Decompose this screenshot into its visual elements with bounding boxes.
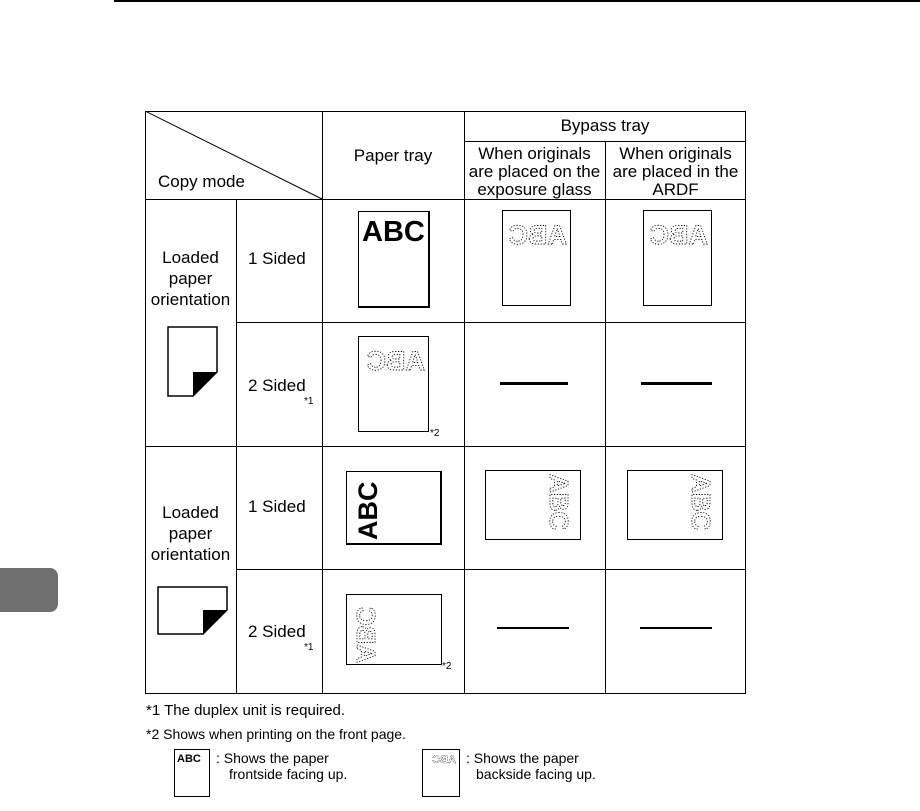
abc-mirrored-dotted [424,752,458,766]
paper-back-landscape [627,470,723,540]
group1-orientation-label: Loaded paper orientation [150,248,231,309]
note-duplex: *1 The duplex unit is required. [146,702,346,719]
paper-tray-header: Paper tray [353,146,433,165]
bypass-tray-header: Bypass tray [560,116,650,135]
paper-back-portrait [358,336,429,432]
grid-line [236,322,746,323]
svg-text:ABC: ABC [508,220,567,250]
legend-front-icon [174,749,210,797]
svg-text:ABC: ABC [353,481,383,540]
legend-back-icon [422,749,460,797]
abc-rotated-dotted [682,471,722,539]
svg-text:ABC: ABC [366,346,425,376]
svg-text:ABC: ABC [351,606,381,663]
group2-2-sided-label: 2 Sided [248,622,306,641]
abc-text: ABC [362,216,425,248]
abc-rotated-dotted [540,471,580,539]
group1-1-sided-label: 1 Sided [248,249,306,268]
paper-back-portrait [502,210,571,306]
note-front-page: *2 Shows when printing on the front page. [146,726,406,742]
top-rule [114,0,920,2]
group2-1-sided-label: 1 Sided [248,497,306,516]
grid-line [236,199,237,694]
abc-rotated-dotted [349,595,389,664]
svg-text:ABC: ABC [686,474,716,531]
group1-2-sided-label: 2 Sided [248,376,306,395]
legend-front-text: : Shows the paper frontside facing up. [216,750,348,782]
paper-back-landscape [346,594,442,665]
not-applicable-dash [497,627,569,629]
paper-back-portrait [643,210,712,306]
abc-mirrored-dotted [359,343,428,379]
group2-orientation-label: Loaded paper orientation [150,503,231,564]
portrait-paper-icon [167,326,219,398]
note2-ref: *2 [442,661,452,672]
abc-text: ABC [177,753,201,765]
abc-mirrored-dotted [503,217,570,253]
chapter-tab [0,568,58,612]
abc-mirrored-dotted [644,217,711,253]
not-applicable-dash [500,382,568,385]
grid-line [605,141,606,694]
legend-back-text: : Shows the paper backside facing up. [466,750,596,782]
grid-line [236,569,746,570]
paper-front-portrait [358,211,430,308]
footnote-ref: *1 [304,396,314,407]
svg-text:ABC: ABC [432,754,456,766]
copy-mode-label: Copy mode [158,172,245,191]
ardf-header: When originals are placed in the ARDF [612,144,739,199]
paper-front-landscape [346,471,442,545]
paper-back-landscape [485,470,581,540]
abc-rotated [347,472,387,544]
not-applicable-dash [641,382,712,385]
exposure-glass-header: When originals are placed on the exposure glass [468,144,601,199]
svg-text:ABC: ABC [544,474,574,531]
not-applicable-dash [640,627,712,629]
footnote-ref: *1 [304,642,314,653]
landscape-paper-icon [157,586,229,636]
note2-ref: *2 [430,428,440,439]
svg-text:ABC: ABC [649,220,708,250]
